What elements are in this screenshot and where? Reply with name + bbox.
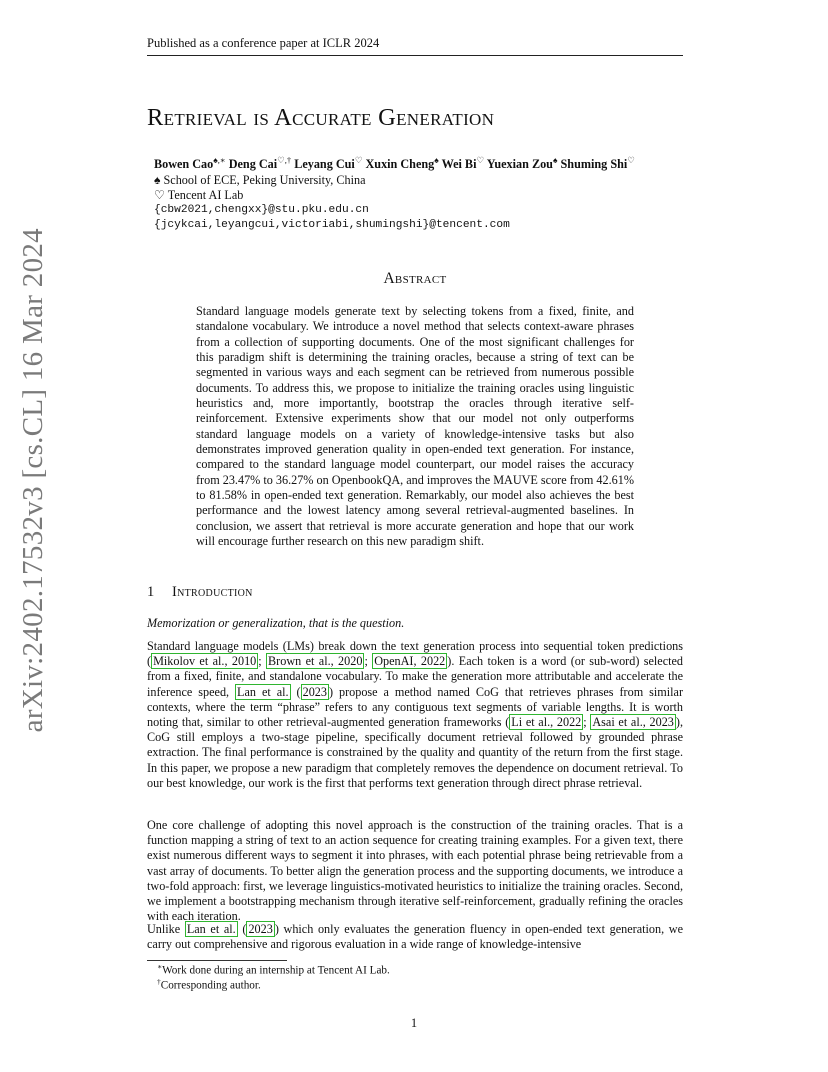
footnote-1 <box>157 962 390 977</box>
text-run: ) which only evaluates the generation fluency in open-ended text generation, we carry out comprehensive and rigorous evaluation in a wide range of knowledge-intensive <box>147 922 683 952</box>
page-number: 1 <box>410 1016 418 1030</box>
email-pku: {cbw2021,chengxx}@stu.pku.edu.cn <box>154 204 369 216</box>
intro-paragraph-2: One core challenge of adopting this novel approach is the construction of the training oracles. That is a function mapping a string of text to an action sequence for creating training examples. For a given text, there exist numerous different ways to segment it into phrases, with each potential phrase being retrievable from a vast array of documents. To better align the generation process and the supporting documents, we introduce a two-fold approach: first, we leverage linguistics-motivated heuristics to initialize the training oracles. Second, we implement a bootstrapping mechanism through iterative self-reinforcement, gradually refining the oracles with each iteration. <box>147 818 683 924</box>
citation-link[interactable]: 2023 <box>248 922 273 936</box>
text-run: ( <box>237 922 247 936</box>
running-header: Published as a conference paper at ICLR 2024 <box>147 36 683 56</box>
text-run: ), CoG still employs a two-stage pipeline, specifically document retrieval followed by grounded phrase extraction. The final performance is constrained by the quality and quantity of the return from the first stage. In this paper, we propose a new paradigm that completely removes the dependence on document retrieval. To our best knowledge, our work is the first that performs text generation through direct phrase retrieval. <box>147 715 683 790</box>
intro-paragraph-3 <box>147 922 683 952</box>
footnote-mark: ∗ <box>157 962 163 971</box>
author-list <box>154 155 714 172</box>
author-name: Bowen Cao <box>154 157 214 172</box>
text-run: ( <box>290 684 301 699</box>
author-name: Yuexian Zou <box>486 157 553 172</box>
footnote-mark: † <box>157 977 161 986</box>
section-number: 1 <box>147 584 155 600</box>
footnote-rule <box>147 960 287 961</box>
section-title: Introduction <box>172 584 253 600</box>
paper-title: Retrieval is Accurate Generation <box>147 104 495 131</box>
citation-link[interactable]: 2023 <box>302 684 327 699</box>
author-mark: ♡,† <box>277 155 292 165</box>
arxiv-stamp-text: arXiv:2402.17532v3 [cs.CL] 16 Mar 2024 <box>16 227 49 733</box>
citation-link[interactable]: Brown et al., 2020 <box>268 654 363 669</box>
author-name: Shuming Shi <box>560 157 628 172</box>
intro-paragraph-1 <box>147 639 683 791</box>
affiliation-tencent: ♡ Tencent AI Lab <box>154 188 244 202</box>
author-mark: ♡ <box>627 155 635 165</box>
author-name: Leyang Cui <box>294 157 355 172</box>
abstract-heading: Abstract <box>383 270 447 287</box>
citation-link[interactable]: Lan et al. <box>237 684 289 699</box>
abstract-text: Standard language models generate text by selecting tokens from a fixed, finite, and standalone vocabulary. We introduce a novel method that selects context-aware phrases from a collection of supporting documents. One of the most significant challenges for this paradigm shift is determining the training oracles, because a string of text can be segmented in various ways and each segment can be retrieved from numerous possible documents. To address this, we propose to initialize the training oracles using linguistic heuristics and, more importantly, bootstrap the oracles through iterative self-reinforcement. Extensive experiments show that our model not only outperforms standard language models on a variety of knowledge-intensive tasks but also demonstrates improved generation quality in open-ended text generation. For instance, compared to the standard language model counterpart, our model raises the accuracy from 23.47% to 36.27% on OpenbookQA, and improves the MAUVE score from 42.61% to 81.58% in open-ended text generation. Remarkably, our model also achieves the best performance and the lowest latency among several retrieval-augmented baselines. In conclusion, we assert that retrieval is more accurate generation and hope that our work will encourage further research on this new paradigm shift. <box>196 304 635 549</box>
text-run: ; <box>364 654 373 669</box>
email-tencent: {jcykcai,leyangcui,victoriabi,shumingshi}@tencent.com <box>154 219 510 231</box>
affiliation-pku: ♠ School of ECE, Peking University, China <box>154 173 366 187</box>
arxiv-stamp <box>10 227 56 733</box>
citation-link[interactable]: OpenAI, 2022 <box>374 654 446 669</box>
text-run: ) propose a method named CoG that retrieves phrases from similar contexts, where the term “phrase” refers to any contiguous text segments of variable lengths. It is worth noting that, similar to other retrieval-augmented generation frameworks ( <box>147 684 684 730</box>
author-mark: ♠ <box>434 155 439 165</box>
author-name: Wei Bi <box>441 157 477 172</box>
author-mark: ♠ <box>552 155 558 165</box>
author-mark: ♡ <box>354 155 363 165</box>
author-name: Deng Cai <box>228 157 278 172</box>
text-run: ; <box>258 654 267 669</box>
citation-link[interactable]: Asai et al., 2023 <box>592 715 674 730</box>
footnote-text: Corresponding author. <box>160 979 261 992</box>
section-heading <box>147 584 253 601</box>
text-run: ). Each token is a word (or sub-word) selected from a fixed, finite, and standalone vocabulary. To make the generation more attributable and accelerate the inference speed, <box>147 654 684 699</box>
text-run: Unlike <box>147 922 185 936</box>
citation-link[interactable]: Lan et al. <box>186 922 236 936</box>
text-run: Standard language models (LMs) break down the text generation process into sequential token predictions ( <box>147 639 683 669</box>
citation-link[interactable]: Li et al., 2022 <box>511 715 582 730</box>
text-run: ; <box>583 715 591 730</box>
footnote-2 <box>157 977 261 992</box>
author-mark: ♡ <box>476 155 485 165</box>
citation-link[interactable]: Mikolov et al., 2010 <box>153 654 257 669</box>
footnote-text: Work done during an internship at Tencent AI Lab. <box>162 964 390 977</box>
author-mark: ♠,∗ <box>213 155 226 165</box>
epigraph: Memorization or generalization, that is the question. <box>147 616 405 630</box>
author-name: Xuxin Cheng <box>365 157 435 172</box>
